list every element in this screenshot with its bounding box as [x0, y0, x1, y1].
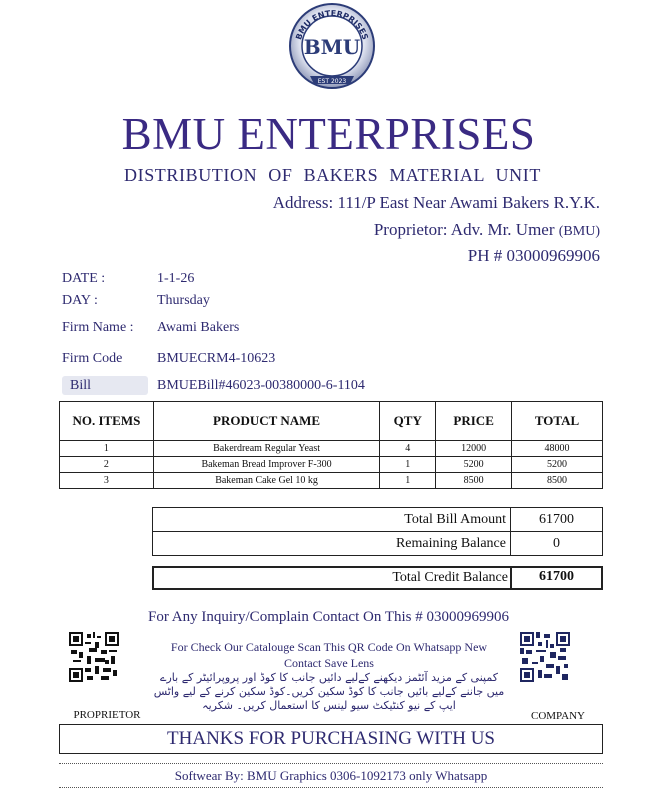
- total-bill-row: [153, 508, 603, 532]
- header-cell: PRICE: [436, 402, 512, 441]
- table-cell: 8500: [512, 473, 603, 489]
- table-cell: Bakeman Cake Gel 10 kg: [153, 473, 379, 489]
- company-logo: [286, 2, 378, 90]
- table-row: [60, 441, 603, 457]
- date-value: 1-1-26: [157, 271, 195, 286]
- credit-balance-box: [152, 566, 603, 590]
- header-cell: TOTAL: [512, 402, 603, 441]
- firm-code-value: BMUECRM4-10623: [157, 351, 276, 366]
- company-qr-icon: [520, 632, 570, 682]
- svg-text:BMU ENTERPRISES: BMU ENTERPRISES: [294, 8, 370, 41]
- credit-balance-label: Total Credit Balance: [392, 570, 508, 585]
- proprietor-name: Proprietor: Adv. Mr. Umer: [373, 220, 555, 239]
- total-bill-value: 61700: [511, 508, 603, 532]
- table-cell: 12000: [436, 441, 512, 457]
- total-bill-label: Total Bill Amount: [153, 508, 511, 532]
- bill-number: BMUEBill#46023-00380000-6-1104: [157, 378, 365, 393]
- table-cell: 5200: [436, 457, 512, 473]
- svg-text:EST 2023: EST 2023: [317, 78, 347, 85]
- company-proprietor: [374, 220, 600, 240]
- remaining-balance-label: Remaining Balance: [153, 532, 511, 556]
- company-address: Address: 111/P East Near Awami Bakers R.Y.K.: [272, 193, 600, 212]
- software-credit: Softwear By: BMU Graphics 0306-1092173 only Whatsapp: [59, 766, 603, 788]
- credit-balance-value: 61700: [539, 569, 574, 584]
- header-cell: QTY: [380, 402, 436, 441]
- table-row: [60, 473, 603, 489]
- remaining-balance-value: 0: [511, 532, 603, 556]
- table-cell: 4: [380, 441, 436, 457]
- header-cell: NO. ITEMS: [60, 402, 154, 441]
- firm-name-value: Awami Bakers: [157, 320, 240, 335]
- inquiry-line: For Any Inquiry/Complain Contact On This # 03000969906: [148, 609, 509, 625]
- bill-label-box: [62, 376, 148, 395]
- company-qr-caption: COMPANY: [530, 710, 585, 722]
- table-cell: 5200: [512, 457, 603, 473]
- table-cell: Bakeman Bread Improver F-300: [153, 457, 379, 473]
- company-name: BMU ENTERPRISES: [121, 109, 536, 159]
- items-table: [59, 401, 603, 489]
- svg-text:BMU: BMU: [303, 35, 361, 59]
- footer-divider: [59, 763, 603, 764]
- table-cell: 3: [60, 473, 154, 489]
- company-subtitle: DISTRIBUTION OF BAKERS MATERIAL UNIT: [124, 165, 541, 185]
- table-cell: 48000: [512, 441, 603, 457]
- table-header-row: [60, 402, 603, 441]
- firm-code-label: Firm Code: [62, 351, 123, 366]
- thanks-banner: THANKS FOR PURCHASING WITH US: [59, 724, 603, 754]
- catalogue-instruction: For Check Our Catalouge Scan This QR Code On Whatsapp New Contact Save Lens: [170, 640, 488, 670]
- header-cell: PRODUCT NAME: [153, 402, 379, 441]
- company-phone: PH # 03000969906: [467, 246, 600, 265]
- table-cell: Bakerdream Regular Yeast: [153, 441, 379, 457]
- table-cell: 1: [60, 441, 154, 457]
- proprietor-qr-icon: [69, 632, 119, 682]
- firm-name-label: Firm Name :: [62, 320, 134, 335]
- day-label: DAY :: [62, 293, 98, 308]
- table-cell: 1: [380, 457, 436, 473]
- summary-table: [152, 507, 603, 556]
- date-label: DATE :: [62, 271, 106, 286]
- day-value: Thursday: [157, 293, 210, 308]
- table-cell: 8500: [436, 473, 512, 489]
- bill-label: Bill: [70, 378, 92, 393]
- table-row: [60, 457, 603, 473]
- table-cell: 1: [380, 473, 436, 489]
- urdu-instruction: کمپنی کے مزید آئٹمز دیکھنے کےلیے دائیں جانب کا کوڈ اور پروپرائیٹر کے بارے میں جاننے کےلیے بائیں جانب کا کوڈ سکین کریں۔کوڈ سکین کرنے کے لیے واٹس ایپ کے نیو کنٹیکٹ سیو لینس کا استعمال کریں۔ شکریہ: [153, 671, 505, 712]
- table-cell: 2: [60, 457, 154, 473]
- proprietor-suffix: (BMU): [558, 224, 600, 239]
- remaining-balance-row: [153, 532, 603, 556]
- proprietor-qr-caption: PROPRIETOR: [73, 709, 141, 721]
